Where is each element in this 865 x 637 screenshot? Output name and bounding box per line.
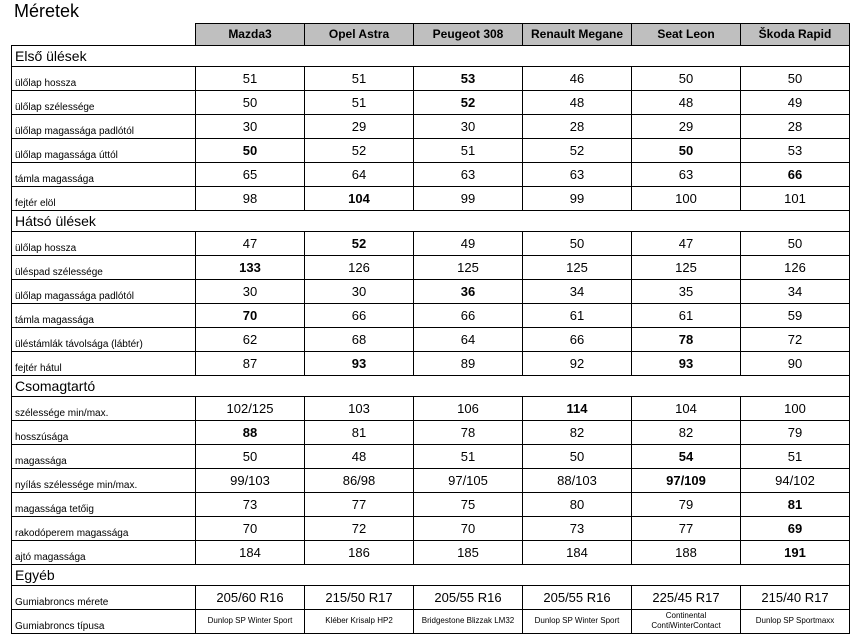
row-label: Gumiabroncs mérete: [12, 585, 196, 609]
table-cell: 52: [523, 138, 632, 162]
row-label: magassága tetőig: [12, 492, 196, 516]
table-cell: 50: [196, 90, 305, 114]
table-cell: 30: [196, 114, 305, 138]
table-cell: 103: [305, 396, 414, 420]
table-cell: Kléber Krisalp HP2: [305, 609, 414, 633]
table-cell: 215/50 R17: [305, 585, 414, 609]
table-cell: 50: [196, 444, 305, 468]
table-cell: 34: [741, 279, 850, 303]
table-cell: 99: [523, 186, 632, 210]
column-header: Renault Megane: [523, 24, 632, 46]
table-row: [12, 609, 850, 633]
table-cell: 215/40 R17: [741, 585, 850, 609]
table-cell: 54: [632, 444, 741, 468]
section-title: Csomagtartó: [12, 375, 850, 396]
page-title: Méretek: [14, 1, 80, 21]
row-label: fejtér elöl: [12, 186, 196, 210]
table-cell: 29: [632, 114, 741, 138]
table-cell: 48: [632, 90, 741, 114]
row-label: ülőlap szélessége: [12, 90, 196, 114]
table-cell: 68: [305, 327, 414, 351]
table-cell: 93: [305, 351, 414, 375]
table-cell: 51: [305, 66, 414, 90]
table-cell: 87: [196, 351, 305, 375]
header-row: [12, 24, 850, 46]
table-row: [12, 231, 850, 255]
dimensions-table: [11, 23, 850, 634]
column-header: Peugeot 308: [414, 24, 523, 46]
table-row: [12, 492, 850, 516]
table-cell: 50: [523, 444, 632, 468]
table-cell: 50: [632, 66, 741, 90]
table-cell: 188: [632, 540, 741, 564]
table-cell: 51: [741, 444, 850, 468]
table-row: [12, 516, 850, 540]
table-cell: 93: [632, 351, 741, 375]
table-cell: 78: [632, 327, 741, 351]
section-title: Egyéb: [12, 564, 850, 585]
table-cell: 191: [741, 540, 850, 564]
table-cell: 50: [523, 231, 632, 255]
table-row: [12, 468, 850, 492]
table-cell: 64: [305, 162, 414, 186]
table-cell: 100: [741, 396, 850, 420]
table-cell: 50: [196, 138, 305, 162]
table-cell: 64: [414, 327, 523, 351]
table-cell: 30: [305, 279, 414, 303]
column-header: Seat Leon: [632, 24, 741, 46]
table-cell: 73: [523, 516, 632, 540]
table-cell: 47: [196, 231, 305, 255]
table-cell: 81: [305, 420, 414, 444]
table-cell: 104: [305, 186, 414, 210]
table-cell: 225/45 R17: [632, 585, 741, 609]
row-label: üléstámlák távolsága (lábtér): [12, 327, 196, 351]
section-row: [12, 45, 850, 66]
table-cell: 78: [414, 420, 523, 444]
table-cell: 75: [414, 492, 523, 516]
table-cell: 52: [305, 138, 414, 162]
table-cell: 63: [414, 162, 523, 186]
table-cell: 51: [414, 444, 523, 468]
table-cell: 86/98: [305, 468, 414, 492]
table-cell: 51: [414, 138, 523, 162]
table-row: [12, 90, 850, 114]
row-label: ülőlap magassága padlótól: [12, 279, 196, 303]
row-label: Gumiabroncs típusa: [12, 609, 196, 633]
table-cell: 66: [523, 327, 632, 351]
table-cell: 59: [741, 303, 850, 327]
table-cell: 61: [632, 303, 741, 327]
table-cell: Dunlop SP Winter Sport: [196, 609, 305, 633]
table-row: [12, 327, 850, 351]
table-cell: 52: [414, 90, 523, 114]
column-header: Opel Astra: [305, 24, 414, 46]
table-cell: 73: [196, 492, 305, 516]
row-label: üléspad szélessége: [12, 255, 196, 279]
table-cell: 205/60 R16: [196, 585, 305, 609]
table-cell: 72: [741, 327, 850, 351]
table-row: [12, 186, 850, 210]
table-cell: 77: [305, 492, 414, 516]
table-cell: 82: [523, 420, 632, 444]
table-cell: 186: [305, 540, 414, 564]
section-row: [12, 375, 850, 396]
table-cell: 205/55 R16: [414, 585, 523, 609]
table-cell: Dunlop SP Sportmaxx: [741, 609, 850, 633]
table-cell: 125: [632, 255, 741, 279]
table-row: [12, 351, 850, 375]
table-cell: 65: [196, 162, 305, 186]
table-row: [12, 585, 850, 609]
section-row: [12, 210, 850, 231]
table-cell: 205/55 R16: [523, 585, 632, 609]
table-cell: 35: [632, 279, 741, 303]
table-cell: 29: [305, 114, 414, 138]
table-cell: 61: [523, 303, 632, 327]
table-cell: 92: [523, 351, 632, 375]
table-row: [12, 114, 850, 138]
table-cell: 28: [523, 114, 632, 138]
header-corner: [12, 24, 196, 46]
table-cell: 114: [523, 396, 632, 420]
column-header: Mazda3: [196, 24, 305, 46]
table-cell: 50: [632, 138, 741, 162]
table-cell: 47: [632, 231, 741, 255]
row-label: támla magassága: [12, 303, 196, 327]
table-cell: 63: [523, 162, 632, 186]
table-cell: 28: [741, 114, 850, 138]
table-cell: 30: [196, 279, 305, 303]
table-cell: 101: [741, 186, 850, 210]
table-cell: 104: [632, 396, 741, 420]
table-cell: 49: [414, 231, 523, 255]
table-cell: 102/125: [196, 396, 305, 420]
table-cell: 48: [523, 90, 632, 114]
table-cell: 72: [305, 516, 414, 540]
column-header: Škoda Rapid: [741, 24, 850, 46]
table-cell: 66: [414, 303, 523, 327]
table-cell: 53: [741, 138, 850, 162]
table-cell: 98: [196, 186, 305, 210]
table-cell: 77: [632, 516, 741, 540]
table-cell: 133: [196, 255, 305, 279]
table-cell: 79: [632, 492, 741, 516]
table-cell: 106: [414, 396, 523, 420]
table-cell: 126: [741, 255, 850, 279]
table-cell: 49: [741, 90, 850, 114]
section-title: Első ülések: [12, 45, 850, 66]
table-row: [12, 255, 850, 279]
row-label: nyílás szélessége min/max.: [12, 468, 196, 492]
table-cell: 81: [741, 492, 850, 516]
section-title: Hátsó ülések: [12, 210, 850, 231]
row-label: támla magassága: [12, 162, 196, 186]
table-cell: 30: [414, 114, 523, 138]
table-cell: 70: [414, 516, 523, 540]
table-body: [12, 24, 850, 634]
table-cell: 125: [414, 255, 523, 279]
table-cell: 51: [196, 66, 305, 90]
table-cell: 89: [414, 351, 523, 375]
row-label: fejtér hátul: [12, 351, 196, 375]
table-cell: 97/109: [632, 468, 741, 492]
table-row: [12, 162, 850, 186]
table-cell: 66: [305, 303, 414, 327]
row-label: ülőlap hossza: [12, 66, 196, 90]
row-label: ülőlap hossza: [12, 231, 196, 255]
table-row: [12, 138, 850, 162]
table-cell: 184: [196, 540, 305, 564]
table-cell: Continental ContiWinterContact: [632, 609, 741, 633]
row-label: ajtó magassága: [12, 540, 196, 564]
table-cell: 125: [523, 255, 632, 279]
row-label: magassága: [12, 444, 196, 468]
table-cell: 70: [196, 516, 305, 540]
table-cell: 51: [305, 90, 414, 114]
row-label: rakodóperem magassága: [12, 516, 196, 540]
table-cell: 82: [632, 420, 741, 444]
table-cell: 80: [523, 492, 632, 516]
section-row: [12, 564, 850, 585]
table-cell: 90: [741, 351, 850, 375]
table-row: [12, 303, 850, 327]
table-cell: 70: [196, 303, 305, 327]
table-cell: 62: [196, 327, 305, 351]
table-cell: 100: [632, 186, 741, 210]
table-cell: 126: [305, 255, 414, 279]
table-cell: 99/103: [196, 468, 305, 492]
table-cell: 88/103: [523, 468, 632, 492]
table-row: [12, 444, 850, 468]
table-cell: 66: [741, 162, 850, 186]
table-cell: 63: [632, 162, 741, 186]
table-cell: Dunlop SP Winter Sport: [523, 609, 632, 633]
row-label: ülőlap magassága padlótól: [12, 114, 196, 138]
table-cell: 97/105: [414, 468, 523, 492]
table-cell: 46: [523, 66, 632, 90]
row-label: szélessége min/max.: [12, 396, 196, 420]
row-label: ülőlap magassága úttól: [12, 138, 196, 162]
table-cell: 52: [305, 231, 414, 255]
table-cell: 34: [523, 279, 632, 303]
row-label: hosszúsága: [12, 420, 196, 444]
table-row: [12, 66, 850, 90]
table-row: [12, 396, 850, 420]
table-cell: 69: [741, 516, 850, 540]
table-cell: 50: [741, 66, 850, 90]
table-cell: 53: [414, 66, 523, 90]
table-cell: 94/102: [741, 468, 850, 492]
table-row: [12, 540, 850, 564]
table-cell: 185: [414, 540, 523, 564]
table-cell: Bridgestone Blizzak LM32: [414, 609, 523, 633]
table-cell: 88: [196, 420, 305, 444]
table-cell: 50: [741, 231, 850, 255]
table-row: [12, 420, 850, 444]
table-cell: 99: [414, 186, 523, 210]
table-row: [12, 279, 850, 303]
table-cell: 48: [305, 444, 414, 468]
table-cell: 36: [414, 279, 523, 303]
table-cell: 79: [741, 420, 850, 444]
table-cell: 184: [523, 540, 632, 564]
